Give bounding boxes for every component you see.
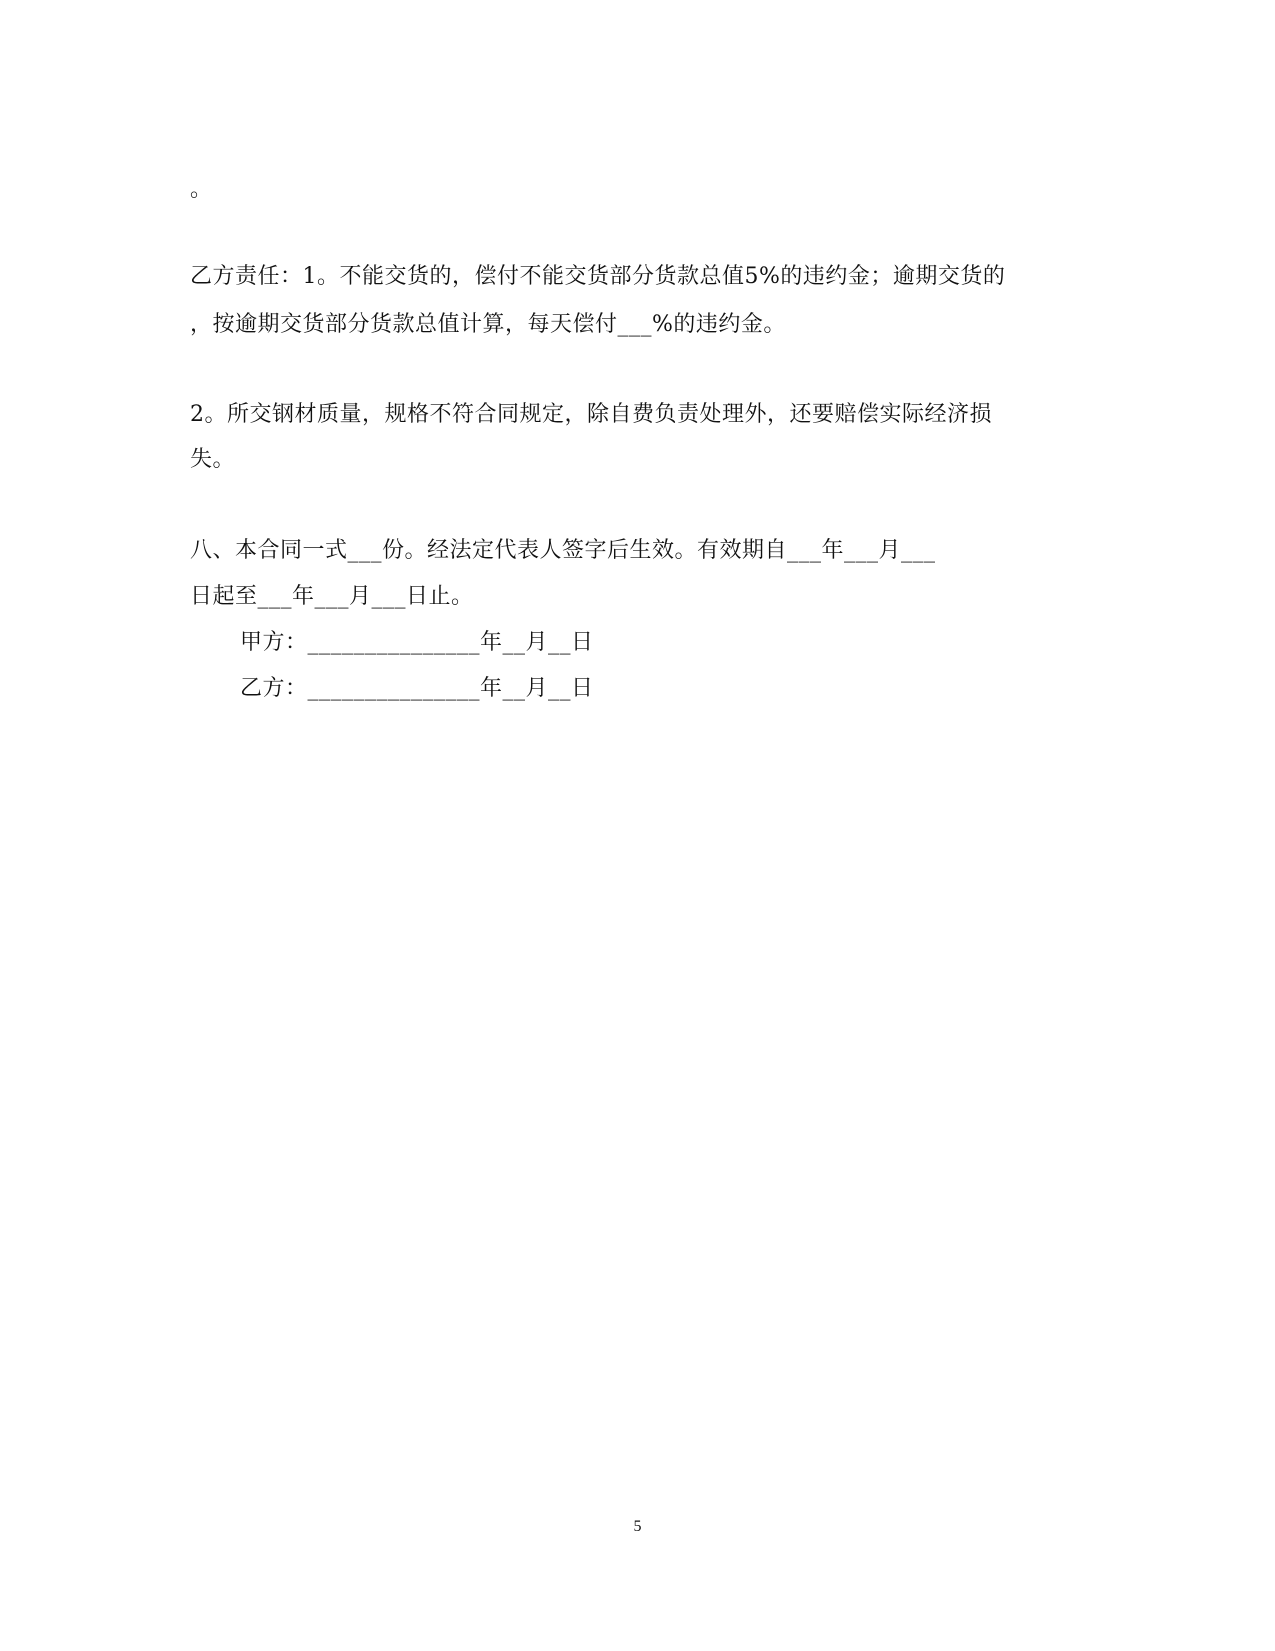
signature-party-b: 乙方：_______________年__月__日 xyxy=(240,676,594,701)
page-number: 5 xyxy=(633,1518,642,1535)
paragraph-line: 日起至___年___月___日止。 xyxy=(190,584,474,609)
signature-party-a: 甲方：_______________年__月__日 xyxy=(240,630,594,655)
paragraph-line: ，按逾期交货部分货款总值计算，每天偿付___%的违约金。 xyxy=(190,312,786,337)
paragraph-line: 2。所交钢材质量，规格不符合同规定，除自费负责处理外，还要赔偿实际经济损 xyxy=(190,402,992,427)
paragraph-line: 。 xyxy=(190,177,213,202)
paragraph-line: 乙方责任：1。不能交货的，偿付不能交货部分货款总值5%的违约金；逾期交货的 xyxy=(190,264,1006,289)
paragraph-line: 失。 xyxy=(190,447,236,472)
paragraph-line: 八、本合同一式___份。经法定代表人签字后生效。有效期自___年___月___ xyxy=(190,538,936,563)
